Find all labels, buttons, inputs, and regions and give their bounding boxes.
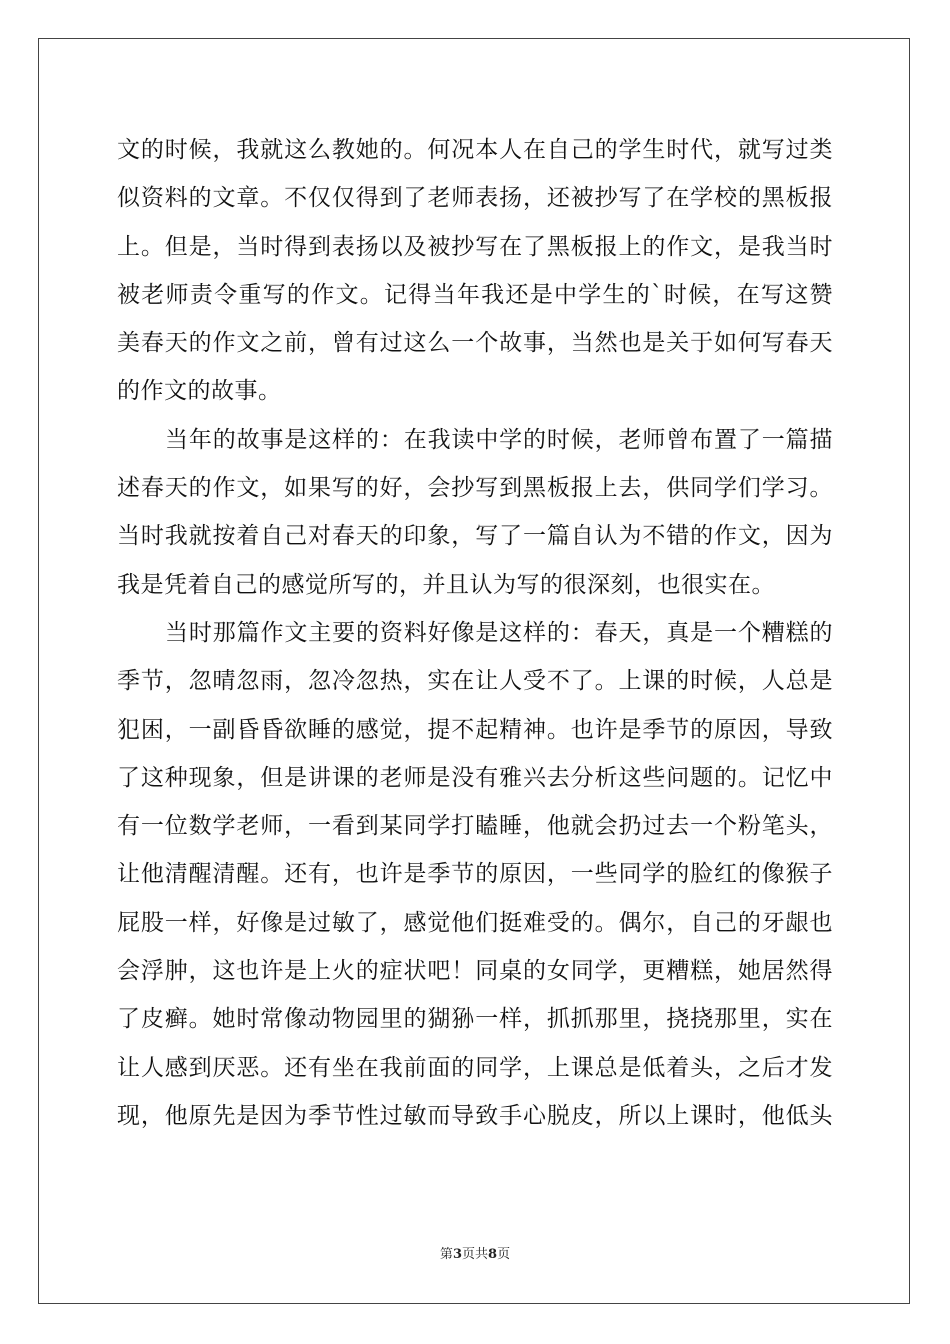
total-pages-prefix: 共 bbox=[475, 1247, 489, 1262]
text-line: 季节，忽晴忽雨，忽冷忽热，实在让人受不了。上课的时候，人总是 bbox=[117, 668, 833, 695]
text-line: 当年的故事是这样的：在我读中学的时候，老师曾布置了一篇描 bbox=[165, 426, 833, 453]
text-line: 现，他原先是因为季节性过敏而导致手心脱皮，所以上课时，他低头 bbox=[117, 1102, 833, 1129]
text-line: 了这种现象，但是讲课的老师是没有雅兴去分析这些问题的。记忆中 bbox=[117, 764, 833, 791]
text-line: 美春天的作文之前，曾有过这么一个故事，当然也是关于如何写春天 bbox=[117, 330, 833, 357]
text-line: 的作文的故事。 bbox=[117, 378, 282, 405]
text-line: 犯困，一副昏昏欲睡的感觉，提不起精神。也许是季节的原因，导致 bbox=[117, 716, 833, 743]
text-line: 当时我就按着自己对春天的印象，写了一篇自认为不错的作文，因为 bbox=[117, 523, 833, 550]
text-line: 上。但是，当时得到表扬以及被抄写在了黑板报上的作文，是我当时 bbox=[117, 233, 833, 260]
text-line: 让人感到厌恶。还有坐在我前面的同学，上课总是低着头，之后才发 bbox=[117, 1054, 833, 1081]
text-line: 当时那篇作文主要的资料好像是这样的：春天，真是一个糟糕的 bbox=[165, 619, 833, 646]
page-number-suffix: 页 bbox=[461, 1247, 475, 1262]
text-line: 被老师责令重写的作文。记得当年我还是中学生的`时候，在写这赞 bbox=[117, 281, 833, 308]
document-body bbox=[117, 126, 833, 1140]
text-line: 了皮癣。她时常像动物园里的猢狲一样，抓抓那里，挠挠那里，实在 bbox=[117, 1006, 833, 1033]
text-line: 让他清醒清醒。还有，也许是季节的原因，一些同学的脸红的像猴子 bbox=[117, 861, 833, 888]
text-line: 会浮肿，这也许是上火的症状吧！同桌的女同学，更糟糕，她居然得 bbox=[117, 958, 833, 985]
total-page-count: 8 bbox=[488, 1247, 498, 1262]
text-line: 似资料的文章。不仅仅得到了老师表扬，还被抄写了在学校的黑板报 bbox=[117, 185, 833, 212]
total-pages-suffix: 页 bbox=[497, 1247, 511, 1262]
text-line: 述春天的作文，如果写的好，会抄写到黑板报上去，供同学们学习。 bbox=[117, 475, 833, 502]
page-footer bbox=[0, 1243, 950, 1262]
text-line: 有一位数学老师，一看到某同学打瞌睡，他就会扔过去一个粉笔头， bbox=[117, 813, 833, 840]
text-line: 我是凭着自己的感觉所写的，并且认为写的很深刻，也很实在。 bbox=[117, 571, 775, 598]
text-line: 屁股一样，好像是过敏了，感觉他们挺难受的。偶尔，自己的牙龈也 bbox=[117, 909, 833, 936]
text-line: 文的时候，我就这么教她的。何况本人在自己的学生时代，就写过类 bbox=[117, 137, 833, 163]
page-number-prefix: 第 bbox=[439, 1247, 453, 1262]
current-page-number: 3 bbox=[452, 1247, 462, 1262]
